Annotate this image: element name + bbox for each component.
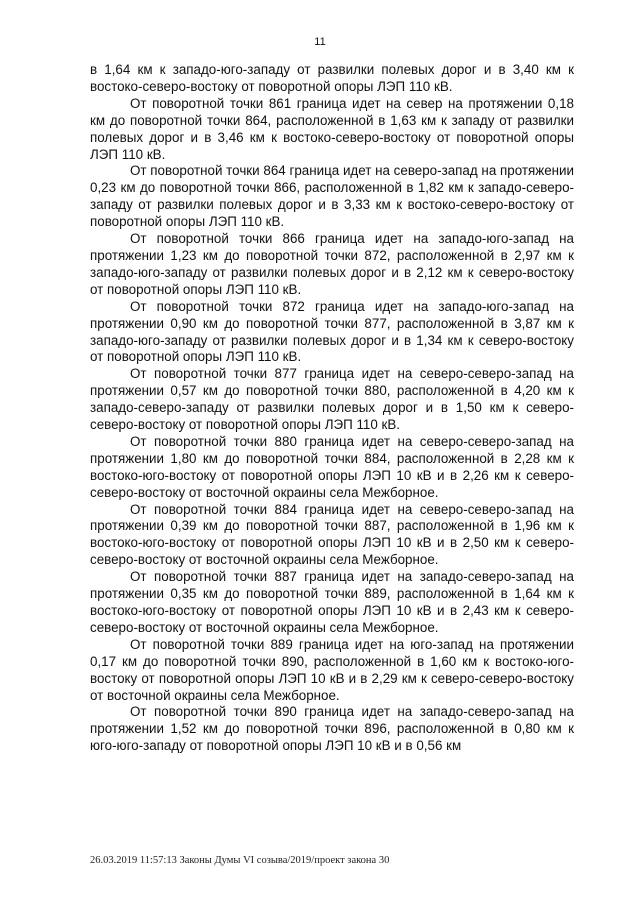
paragraph: От поворотной точки 890 граница идет на западо-северо-запад на протяжении 1,52 км до поворотной точки 896, расположенной в 0,80 км к юго-юго-западу от поворотной опоры ЛЭП 10 кВ и в 0,56 км: [90, 704, 574, 754]
paragraph: От поворотной точки 884 граница идет на северо-северо-запад на протяжении 0,39 км до поворотной точки 887, расположенной в 1,96 км к востоко-юго-востоку от поворотной опоры ЛЭП 10 кВ и в 2,50 км к северо-северо-востоку от восточной окраины села Межборное.: [90, 501, 574, 568]
paragraph: От поворотной точки 889 граница идет на юго-запад на протяжении 0,17 км до поворотной точки 890, расположенной в 1,60 км к востоко-юго-востоку от поворотной опоры ЛЭП 10 кВ и в 2,29 км к северо-северо-востоку от восточной окраины села Межборное.: [90, 636, 574, 703]
document-body: [90, 62, 574, 755]
paragraph: От поворотной точки 872 граница идет на западо-юго-запад на протяжении 0,90 км до поворотной точки 877, расположенной в 3,87 км к западо-юго-западу от развилки полевых дорог и в 1,34 км к северо-востоку от поворотной опоры ЛЭП 110 кВ.: [90, 298, 574, 365]
page-number: 11: [314, 36, 326, 48]
paragraph: От поворотной точки 887 граница идет на западо-северо-запад на протяжении 0,35 км до поворотной точки 889, расположенной в 1,64 км к востоко-юго-востоку от поворотной опоры ЛЭП 10 кВ и в 2,43 км к северо-северо-востоку от восточной окраины села Межборное.: [90, 569, 574, 635]
paragraph: От поворотной точки 861 граница идет на север на протяжении 0,18 км до поворотной точки 864, расположенной в 1,63 км к западу от развилки полевых дорог и в 3,46 км к востоко-северо-востоку от поворотной опоры ЛЭП 110 кВ.: [90, 95, 574, 162]
footer-print-stamp: 26.03.2019 11:57:13 Законы Думы VI созыва/2019/проект закона 30: [90, 855, 390, 866]
paragraph: От поворотной точки 880 граница идет на северо-северо-запад на протяжении 1,80 км до поворотной точки 884, расположенной в 2,28 км к востоко-юго-востоку от поворотной опоры ЛЭП 10 кВ и в 2,26 км к северо-северо-востоку от восточной окраины села Межборное.: [90, 433, 574, 500]
paragraph: От поворотной точки 866 граница идет на западо-юго-запад на протяжении 1,23 км до поворотной точки 872, расположенной в 2,97 км к западо-юго-западу от развилки полевых дорог и в 2,12 км к северо-востоку от поворотной опоры ЛЭП 110 кВ.: [90, 231, 574, 297]
paragraph: От поворотной точки 877 граница идет на северо-северо-запад на протяжении 0,57 км до поворотной точки 880, расположенной в 4,20 км к западо-северо-западу от развилки полевых дорог и в 1,50 км к северо-северо-востоку от поворотной опоры ЛЭП 110 кВ.: [90, 366, 574, 433]
paragraph-continuation: в 1,64 км к западо-юго-западу от развилки полевых дорог и в 3,40 км к востоко-северо-востоку от поворотной опоры ЛЭП 110 кВ.: [90, 62, 574, 94]
paragraph: От поворотной точки 864 граница идет на северо-запад на протяжении 0,23 км до поворотной точки 866, расположенной в 1,82 км к западо-северо-западу от развилки полевых дорог и в 3,33 км к востоко-северо-востоку от поворотной опоры ЛЭП 110 кВ.: [90, 163, 574, 230]
